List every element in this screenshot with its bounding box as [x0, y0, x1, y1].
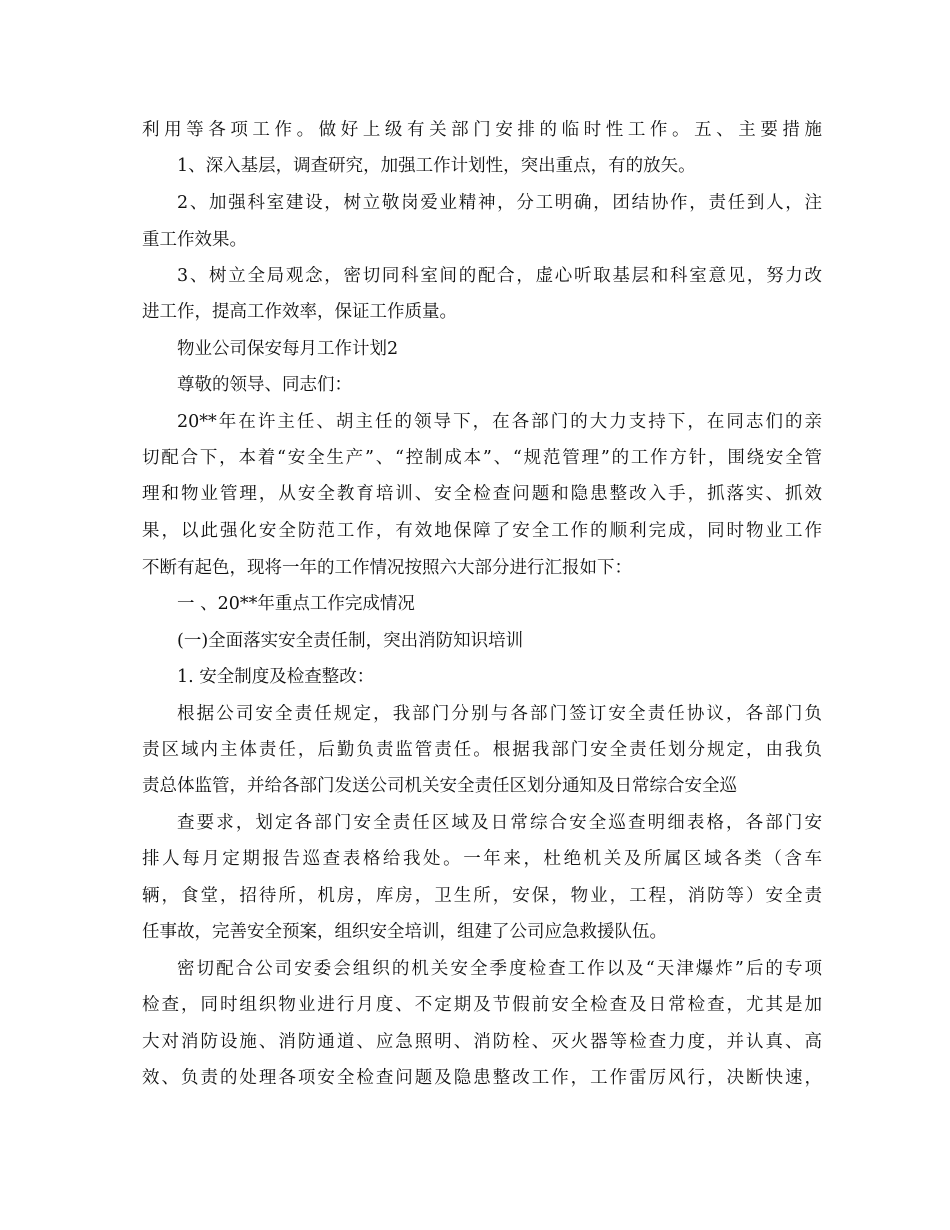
- text-line: 密切配合公司安委会组织的机关安全季度检查工作以及“天津爆炸”后的专项: [177, 959, 822, 979]
- text-line: 2、加强科室建设，树立敬岗爱业精神，分工明确，团结协作，责任到人，注: [177, 193, 822, 213]
- text-line: 责总体监管，并给各部门发送公司机关安全责任区划分通知及日常综合安全巡: [142, 776, 737, 796]
- text-line: 责区域内主体责任，后勤负责监管责任。根据我部门安全责任划分规定，由我负: [142, 740, 822, 760]
- section-heading: 一 、20**年重点工作完成情况: [177, 594, 415, 614]
- text-line: 1、深入基层，调查研究，加强工作计划性，突出重点，有的放矢。: [177, 156, 696, 176]
- text-line: 排人每月定期报告巡查表格给我处。一年来，杜绝机关及所属区域各类（含车: [142, 849, 822, 869]
- text-line: 果，以此强化安全防范工作，有效地保障了安全工作的顺利完成，同时物业工作: [142, 521, 822, 541]
- subsection-heading: 1. 安全制度及检查整改：: [177, 667, 375, 687]
- text-line: 不断有起色，现将一年的工作情况按照六大部分进行汇报如下：: [142, 558, 632, 578]
- text-line: 辆，食堂，招待所，机房，库房，卫生所，安保，物业，工程，消防等）安全责: [142, 886, 822, 906]
- text-line: 查要求，划定各部门安全责任区域及日常综合安全巡查明细表格，各部门安: [177, 813, 822, 833]
- subsection-heading: (一)全面落实安全责任制，突出消防知识培训: [177, 631, 524, 651]
- text-line: 3、树立全局观念，密切同科室间的配合，虚心听取基层和科室意见，努力改: [177, 266, 822, 286]
- text-line: 重工作效果。: [142, 230, 247, 250]
- text-line: 大对消防设施、消防通道、应急照明、消防栓、灭火器等检查力度，并认真、高: [142, 1032, 822, 1052]
- text-line: 根据公司安全责任规定，我部门分别与各部门签订安全责任协议，各部门负: [177, 704, 822, 724]
- salutation: 尊敬的领导、同志们：: [177, 375, 352, 395]
- text-line: 任事故，完善安全预案，组织安全培训，组建了公司应急救援队伍。: [142, 922, 667, 942]
- text-line: 20**年在许主任、胡主任的领导下，在各部门的大力支持下，在同志们的亲: [177, 412, 822, 432]
- text-line: 理和物业管理，从安全教育培训、安全检查问题和隐患整改入手，抓落实、抓效: [142, 484, 822, 504]
- text-line: 检查，同时组织物业进行月度、不定期及节假前安全检查及日常检查，尤其是加: [142, 995, 822, 1015]
- text-line: 效、负责的处理各项安全检查问题及隐患整改工作，工作雷厉风行，决断快速，: [142, 1068, 822, 1088]
- text-line: 进工作，提高工作效率，保证工作质量。: [142, 302, 457, 322]
- text-line: 利用等各项工作。做好上级有关部门安排的临时性工作。五、主要措施: [142, 120, 822, 140]
- text-line: 切配合下，本着“安全生产”、“控制成本”、“规范管理”的工作方针，围绕安全管: [142, 448, 822, 468]
- section-heading: 物业公司保安每月工作计划2: [177, 339, 399, 359]
